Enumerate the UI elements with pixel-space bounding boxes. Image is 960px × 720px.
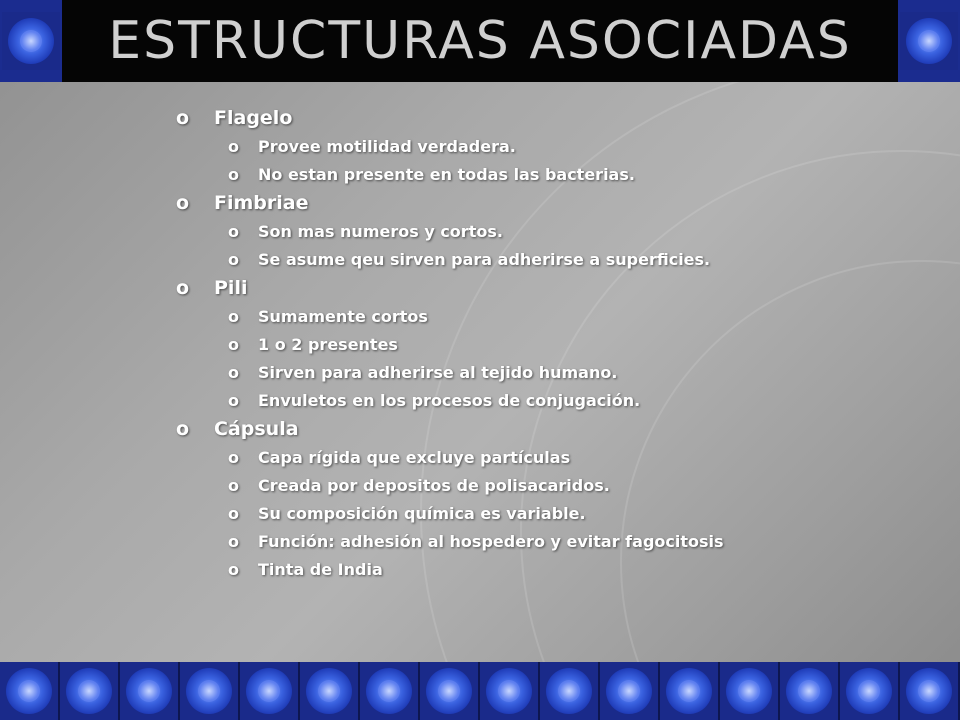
title-bar (62, 0, 898, 82)
bullet-content (176, 104, 896, 584)
sub-list (214, 303, 896, 415)
sub-list (214, 444, 896, 584)
blue-cell-tile-icon (0, 662, 58, 720)
blue-cell-tile-icon (360, 662, 418, 720)
section-heading: o Cápsula (214, 418, 299, 440)
section-item (176, 274, 896, 415)
blue-cell-tile-icon (60, 662, 118, 720)
sub-list (214, 133, 896, 189)
section-list (176, 104, 896, 584)
sub-item: o Función: adhesión al hospedero y evitar fagocitosis (214, 528, 896, 556)
sub-item: o Su composición química es variable. (214, 500, 896, 528)
section-heading: o Flagelo (214, 107, 293, 129)
right-tile-strip (898, 0, 960, 82)
sub-item: o Sumamente cortos (214, 303, 896, 331)
blue-cell-tile-icon (720, 662, 778, 720)
sub-item: o Son mas numeros y cortos. (214, 218, 896, 246)
blue-cell-tile-icon (780, 662, 838, 720)
section-heading: o Pili (214, 277, 248, 299)
sub-item: o Creada por depositos de polisacaridos. (214, 472, 896, 500)
blue-cell-tile-icon (900, 12, 958, 70)
sub-item: o Envuletos en los procesos de conjugación. (214, 387, 896, 415)
blue-cell-tile-icon (420, 662, 478, 720)
sub-item: o No estan presente en todas las bacterias. (214, 161, 896, 189)
section-item (176, 104, 896, 189)
sub-item: o Tinta de India (214, 556, 896, 584)
blue-cell-tile-icon (540, 662, 598, 720)
sub-item: o 1 o 2 presentes (214, 331, 896, 359)
left-tile-strip (0, 0, 62, 82)
blue-cell-tile-icon (180, 662, 238, 720)
slide-title: ESTRUCTURAS ASOCIADAS (108, 11, 852, 71)
sub-item: o Se asume qeu sirven para adherirse a superficies. (214, 246, 896, 274)
blue-cell-tile-icon (480, 662, 538, 720)
sub-item: o Capa rígida que excluye partículas (214, 444, 896, 472)
blue-cell-tile-icon (120, 662, 178, 720)
bottom-tile-strip (0, 662, 960, 720)
sub-item: o Provee motilidad verdadera. (214, 133, 896, 161)
blue-cell-tile-icon (660, 662, 718, 720)
sub-list (214, 218, 896, 274)
sub-item: o Sirven para adherirse al tejido humano. (214, 359, 896, 387)
section-item (176, 189, 896, 274)
blue-cell-tile-icon (2, 12, 60, 70)
blue-cell-tile-icon (900, 662, 958, 720)
blue-cell-tile-icon (600, 662, 658, 720)
section-heading: o Fimbriae (214, 192, 309, 214)
blue-cell-tile-icon (840, 662, 898, 720)
section-item (176, 415, 896, 584)
blue-cell-tile-icon (240, 662, 298, 720)
blue-cell-tile-icon (300, 662, 358, 720)
